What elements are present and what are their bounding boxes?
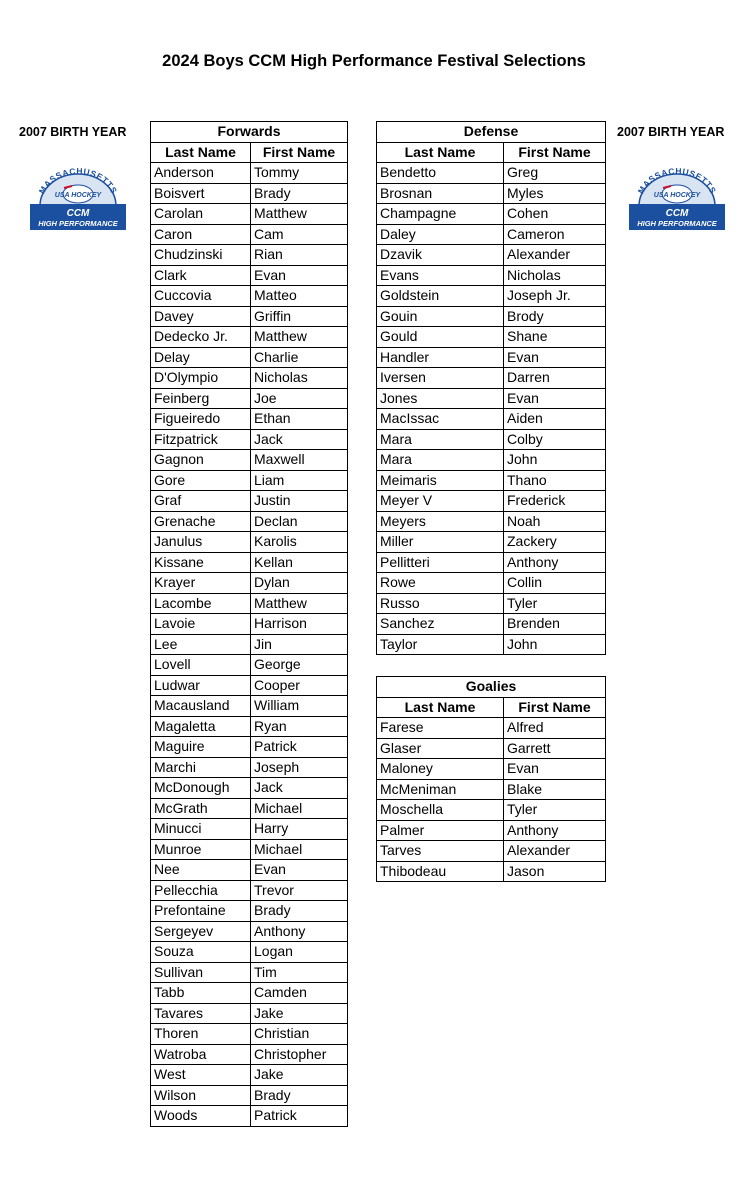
first-name-cell: Collin — [504, 573, 606, 594]
last-name-cell: Lavoie — [151, 614, 251, 635]
table-row — [151, 798, 348, 819]
last-name-cell: Russo — [377, 593, 504, 614]
svg-text:HIGH PERFORMANCE: HIGH PERFORMANCE — [38, 219, 118, 228]
first-name-cell: Patrick — [251, 1106, 348, 1127]
last-name-cell: Miller — [377, 532, 504, 553]
table-row — [377, 450, 606, 471]
last-name-cell: Thibodeau — [377, 861, 504, 882]
last-name-cell: Chudzinski — [151, 245, 251, 266]
first-name-cell: Liam — [251, 470, 348, 491]
last-name-cell: Evans — [377, 265, 504, 286]
table-row — [377, 491, 606, 512]
last-name-cell: Moschella — [377, 800, 504, 821]
last-name-cell: Meyer V — [377, 491, 504, 512]
table-row — [377, 265, 606, 286]
last-name-cell: Gouin — [377, 306, 504, 327]
first-name-cell: Matthew — [251, 593, 348, 614]
first-name-cell: Michael — [251, 839, 348, 860]
table-row — [377, 573, 606, 594]
last-name-cell: Fitzpatrick — [151, 429, 251, 450]
last-name-cell: Lacombe — [151, 593, 251, 614]
first-name-cell: Justin — [251, 491, 348, 512]
last-name-cell: Pellecchia — [151, 880, 251, 901]
last-name-cell: Mara — [377, 450, 504, 471]
defense-first-name-header: First Name — [504, 142, 606, 163]
table-row — [377, 718, 606, 739]
first-name-cell: Cam — [251, 224, 348, 245]
last-name-cell: Delay — [151, 347, 251, 368]
svg-text:USA HOCKEY: USA HOCKEY — [653, 192, 701, 199]
last-name-cell: Sergeyev — [151, 921, 251, 942]
first-name-cell: Matthew — [251, 327, 348, 348]
last-name-cell: McDonough — [151, 778, 251, 799]
last-name-cell: Sullivan — [151, 962, 251, 983]
last-name-cell: Janulus — [151, 532, 251, 553]
table-row — [377, 327, 606, 348]
first-name-cell: John — [504, 450, 606, 471]
last-name-cell: Sanchez — [377, 614, 504, 635]
birth-year-label-right: 2007 BIRTH YEAR — [617, 125, 725, 139]
last-name-cell: Munroe — [151, 839, 251, 860]
table-row — [151, 368, 348, 389]
goalies-first-name-header: First Name — [504, 697, 606, 718]
first-name-cell: Brady — [251, 183, 348, 204]
last-name-cell: Watroba — [151, 1044, 251, 1065]
first-name-cell: Joe — [251, 388, 348, 409]
table-row — [377, 409, 606, 430]
goalies-title: Goalies — [377, 677, 606, 698]
last-name-cell: Gould — [377, 327, 504, 348]
first-name-cell: Karolis — [251, 532, 348, 553]
table-row — [151, 163, 348, 184]
first-name-cell: William — [251, 696, 348, 717]
page-title: 2024 Boys CCM High Performance Festival Selections — [162, 52, 586, 70]
last-name-cell: Maguire — [151, 737, 251, 758]
svg-text:CCM: CCM — [665, 208, 689, 219]
svg-text:MASSACHUSETTS: MASSACHUSETTS — [36, 165, 120, 196]
last-name-cell: Lee — [151, 634, 251, 655]
forwards-last-name-header: Last Name — [151, 142, 251, 163]
first-name-cell: Harry — [251, 819, 348, 840]
forwards-first-name-header: First Name — [251, 142, 348, 163]
table-row — [151, 696, 348, 717]
first-name-cell: Trevor — [251, 880, 348, 901]
last-name-cell: Cuccovia — [151, 286, 251, 307]
first-name-cell: Tim — [251, 962, 348, 983]
table-row — [151, 819, 348, 840]
first-name-cell: Ryan — [251, 716, 348, 737]
first-name-cell: Alexander — [504, 245, 606, 266]
defense-last-name-header: Last Name — [377, 142, 504, 163]
last-name-cell: Minucci — [151, 819, 251, 840]
first-name-cell: Blake — [504, 779, 606, 800]
last-name-cell: Gagnon — [151, 450, 251, 471]
first-name-cell: Cameron — [504, 224, 606, 245]
goalies-table — [376, 676, 606, 882]
first-name-cell: Anthony — [251, 921, 348, 942]
first-name-cell: Nicholas — [504, 265, 606, 286]
last-name-cell: Macausland — [151, 696, 251, 717]
table-row — [151, 347, 348, 368]
table-row — [151, 983, 348, 1004]
last-name-cell: Carolan — [151, 204, 251, 225]
table-row — [151, 757, 348, 778]
table-row — [151, 1044, 348, 1065]
first-name-cell: Aiden — [504, 409, 606, 430]
first-name-cell: Christian — [251, 1024, 348, 1045]
last-name-cell: Daley — [377, 224, 504, 245]
first-name-cell: Cohen — [504, 204, 606, 225]
first-name-cell: Evan — [504, 759, 606, 780]
forwards-table — [150, 121, 348, 1127]
table-row — [377, 841, 606, 862]
table-row — [377, 306, 606, 327]
first-name-cell: Camden — [251, 983, 348, 1004]
last-name-cell: Prefontaine — [151, 901, 251, 922]
table-row — [151, 1003, 348, 1024]
table-row — [151, 1085, 348, 1106]
forwards-title: Forwards — [151, 122, 348, 143]
last-name-cell: Rowe — [377, 573, 504, 594]
first-name-cell: Jason — [504, 861, 606, 882]
table-row — [377, 388, 606, 409]
last-name-cell: Mara — [377, 429, 504, 450]
first-name-cell: Frederick — [504, 491, 606, 512]
table-row — [377, 347, 606, 368]
last-name-cell: Handler — [377, 347, 504, 368]
table-row — [377, 634, 606, 655]
last-name-cell: Tavares — [151, 1003, 251, 1024]
first-name-cell: Thano — [504, 470, 606, 491]
first-name-cell: Charlie — [251, 347, 348, 368]
first-name-cell: Jack — [251, 429, 348, 450]
last-name-cell: West — [151, 1065, 251, 1086]
first-name-cell: Myles — [504, 183, 606, 204]
svg-text:USA HOCKEY: USA HOCKEY — [54, 192, 102, 199]
last-name-cell: Magaletta — [151, 716, 251, 737]
first-name-cell: Jake — [251, 1003, 348, 1024]
table-row — [151, 224, 348, 245]
last-name-cell: D'Olympio — [151, 368, 251, 389]
svg-text:HIGH PERFORMANCE: HIGH PERFORMANCE — [637, 219, 717, 228]
last-name-cell: Taylor — [377, 634, 504, 655]
first-name-cell: John — [504, 634, 606, 655]
table-row — [151, 1065, 348, 1086]
first-name-cell: George — [251, 655, 348, 676]
table-row — [151, 880, 348, 901]
last-name-cell: Woods — [151, 1106, 251, 1127]
first-name-cell: Dylan — [251, 573, 348, 594]
first-name-cell: Joseph Jr. — [504, 286, 606, 307]
table-row — [151, 470, 348, 491]
table-row — [151, 286, 348, 307]
first-name-cell: Rian — [251, 245, 348, 266]
first-name-cell: Brady — [251, 1085, 348, 1106]
table-row — [151, 183, 348, 204]
table-row — [377, 820, 606, 841]
first-name-cell: Jack — [251, 778, 348, 799]
table-row — [151, 450, 348, 471]
last-name-cell: Thoren — [151, 1024, 251, 1045]
last-name-cell: Tabb — [151, 983, 251, 1004]
first-name-cell: Greg — [504, 163, 606, 184]
table-row — [377, 593, 606, 614]
last-name-cell: Dzavik — [377, 245, 504, 266]
last-name-cell: Anderson — [151, 163, 251, 184]
first-name-cell: Evan — [504, 347, 606, 368]
first-name-cell: Matthew — [251, 204, 348, 225]
last-name-cell: Feinberg — [151, 388, 251, 409]
table-row — [377, 368, 606, 389]
first-name-cell: Logan — [251, 942, 348, 963]
first-name-cell: Maxwell — [251, 450, 348, 471]
table-row — [151, 778, 348, 799]
first-name-cell: Matteo — [251, 286, 348, 307]
first-name-cell: Evan — [251, 265, 348, 286]
table-row — [151, 532, 348, 553]
table-row — [151, 962, 348, 983]
last-name-cell: Palmer — [377, 820, 504, 841]
first-name-cell: Cooper — [251, 675, 348, 696]
last-name-cell: Caron — [151, 224, 251, 245]
last-name-cell: Kissane — [151, 552, 251, 573]
last-name-cell: Goldstein — [377, 286, 504, 307]
table-row — [377, 245, 606, 266]
table-row — [377, 759, 606, 780]
table-row — [151, 675, 348, 696]
massachusetts-ccm-logo-left — [28, 164, 128, 232]
last-name-cell: Dedecko Jr. — [151, 327, 251, 348]
table-row — [377, 614, 606, 635]
first-name-cell: Alexander — [504, 841, 606, 862]
last-name-cell: Clark — [151, 265, 251, 286]
last-name-cell: Gore — [151, 470, 251, 491]
table-row — [151, 1024, 348, 1045]
first-name-cell: Tommy — [251, 163, 348, 184]
first-name-cell: Christopher — [251, 1044, 348, 1065]
last-name-cell: Jones — [377, 388, 504, 409]
last-name-cell: Graf — [151, 491, 251, 512]
last-name-cell: McGrath — [151, 798, 251, 819]
table-row — [151, 511, 348, 532]
last-name-cell: Farese — [377, 718, 504, 739]
last-name-cell: Wilson — [151, 1085, 251, 1106]
last-name-cell: Champagne — [377, 204, 504, 225]
last-name-cell: Pellitteri — [377, 552, 504, 573]
first-name-cell: Brenden — [504, 614, 606, 635]
defense-table — [376, 121, 606, 655]
table-row — [151, 1106, 348, 1127]
last-name-cell: Grenache — [151, 511, 251, 532]
first-name-cell: Anthony — [504, 820, 606, 841]
last-name-cell: Meyers — [377, 511, 504, 532]
last-name-cell: Tarves — [377, 841, 504, 862]
first-name-cell: Garrett — [504, 738, 606, 759]
table-row — [151, 655, 348, 676]
table-row — [377, 224, 606, 245]
last-name-cell: Iversen — [377, 368, 504, 389]
first-name-cell: Darren — [504, 368, 606, 389]
svg-text:CCM: CCM — [66, 208, 90, 219]
table-row — [151, 737, 348, 758]
table-row — [151, 942, 348, 963]
first-name-cell: Patrick — [251, 737, 348, 758]
first-name-cell: Shane — [504, 327, 606, 348]
last-name-cell: Nee — [151, 860, 251, 881]
first-name-cell: Jin — [251, 634, 348, 655]
table-row — [151, 552, 348, 573]
last-name-cell: Davey — [151, 306, 251, 327]
last-name-cell: Glaser — [377, 738, 504, 759]
first-name-cell: Evan — [251, 860, 348, 881]
table-row — [377, 779, 606, 800]
table-row — [151, 409, 348, 430]
first-name-cell: Evan — [504, 388, 606, 409]
first-name-cell: Anthony — [504, 552, 606, 573]
table-row — [151, 839, 348, 860]
defense-title: Defense — [377, 122, 606, 143]
goalies-last-name-header: Last Name — [377, 697, 504, 718]
table-row — [151, 716, 348, 737]
table-row — [151, 306, 348, 327]
table-row — [151, 204, 348, 225]
table-row — [377, 470, 606, 491]
last-name-cell: Krayer — [151, 573, 251, 594]
first-name-cell: Tyler — [504, 800, 606, 821]
last-name-cell: Bendetto — [377, 163, 504, 184]
last-name-cell: Souza — [151, 942, 251, 963]
last-name-cell: Ludwar — [151, 675, 251, 696]
last-name-cell: Boisvert — [151, 183, 251, 204]
table-row — [377, 511, 606, 532]
table-row — [151, 901, 348, 922]
table-row — [151, 265, 348, 286]
table-row — [377, 861, 606, 882]
table-row — [151, 327, 348, 348]
table-row — [377, 286, 606, 307]
table-row — [377, 183, 606, 204]
first-name-cell: Michael — [251, 798, 348, 819]
last-name-cell: Lovell — [151, 655, 251, 676]
last-name-cell: Marchi — [151, 757, 251, 778]
first-name-cell: Tyler — [504, 593, 606, 614]
table-row — [377, 204, 606, 225]
table-row — [151, 634, 348, 655]
first-name-cell: Brody — [504, 306, 606, 327]
first-name-cell: Joseph — [251, 757, 348, 778]
first-name-cell: Brady — [251, 901, 348, 922]
first-name-cell: Griffin — [251, 306, 348, 327]
first-name-cell: Colby — [504, 429, 606, 450]
first-name-cell: Ethan — [251, 409, 348, 430]
first-name-cell: Noah — [504, 511, 606, 532]
first-name-cell: Harrison — [251, 614, 348, 635]
table-row — [377, 800, 606, 821]
table-row — [151, 614, 348, 635]
table-row — [151, 429, 348, 450]
last-name-cell: MacIssac — [377, 409, 504, 430]
first-name-cell: Declan — [251, 511, 348, 532]
table-row — [151, 245, 348, 266]
first-name-cell: Nicholas — [251, 368, 348, 389]
table-row — [377, 163, 606, 184]
table-row — [377, 552, 606, 573]
last-name-cell: Brosnan — [377, 183, 504, 204]
last-name-cell: McMeniman — [377, 779, 504, 800]
massachusetts-ccm-logo-right — [627, 164, 727, 232]
birth-year-label-left: 2007 BIRTH YEAR — [19, 125, 127, 139]
last-name-cell: Figueiredo — [151, 409, 251, 430]
table-row — [377, 738, 606, 759]
table-row — [151, 491, 348, 512]
first-name-cell: Zackery — [504, 532, 606, 553]
first-name-cell: Kellan — [251, 552, 348, 573]
table-row — [151, 921, 348, 942]
table-row — [151, 388, 348, 409]
first-name-cell: Jake — [251, 1065, 348, 1086]
table-row — [377, 429, 606, 450]
last-name-cell: Maloney — [377, 759, 504, 780]
table-row — [377, 532, 606, 553]
table-row — [151, 860, 348, 881]
last-name-cell: Meimaris — [377, 470, 504, 491]
svg-text:MASSACHUSETTS: MASSACHUSETTS — [635, 165, 719, 196]
first-name-cell: Alfred — [504, 718, 606, 739]
table-row — [151, 573, 348, 594]
table-row — [151, 593, 348, 614]
